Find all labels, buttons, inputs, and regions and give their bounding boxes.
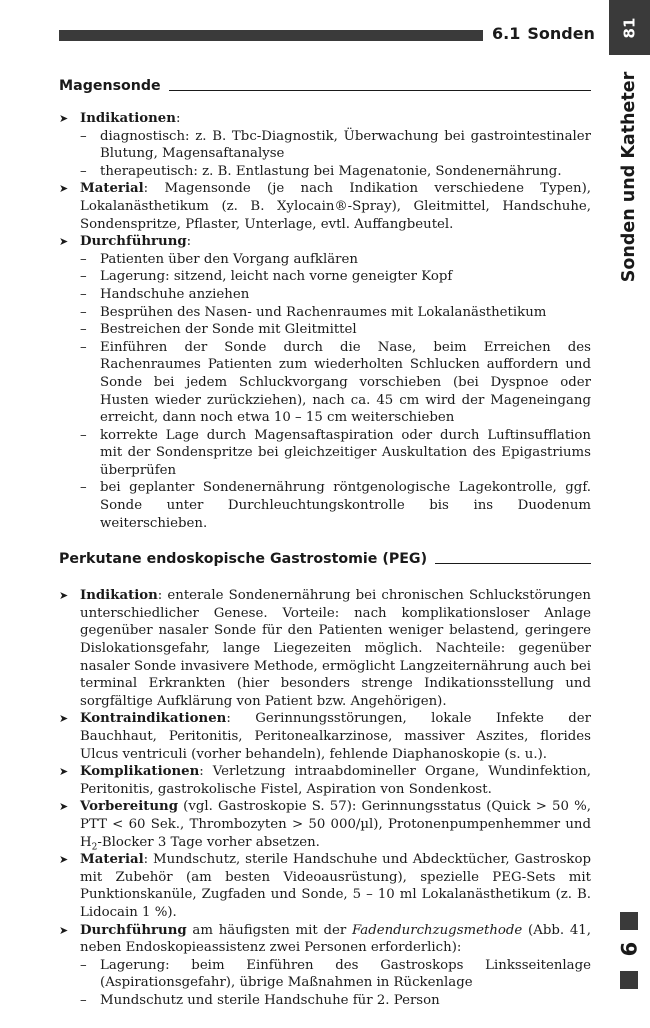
sub-item-text: bei geplanter Sondenernährung röntgenologische Lagekontrolle, ggf. Sonde unter Durchleuchtungskontrolle bis ins Duodenum weiterschieben.: [100, 480, 591, 531]
page-content: [59, 76, 591, 1010]
chapter-side-title: Sonden und Katheter: [619, 71, 639, 283]
dash-bullet-icon: –: [80, 322, 87, 338]
sub-item-text: Lagerung: beim Einführen des Gastroskops Linksseitenlage (Aspirationsgefahr), übrige Maßnahmen in Rückenlage: [100, 957, 591, 991]
sub-item: [59, 957, 591, 992]
item-label: Komplikationen: [80, 764, 200, 780]
header-bar: [59, 30, 483, 41]
item-text: : Verletzung intraabdomineller Organe, Wundinfektion, Peritonitis, gastrokolische Fistel, Aspiration von Sondenkost.: [80, 764, 591, 797]
chapter-marker-bottom: [620, 971, 638, 989]
arrow-bullet-icon: ➤: [59, 853, 69, 867]
page-number: 81: [620, 17, 639, 38]
arrow-bullet-icon: ➤: [59, 182, 69, 196]
chapter-side-tab: [610, 72, 648, 282]
dash-bullet-icon: –: [80, 251, 87, 267]
item-italic: Fadendurchzugsmethode: [351, 922, 523, 938]
sub-item-text: korrekte Lage durch Magensaftaspiration oder durch Luftinsufflation mit der Sondenspritze bei gleichzeitiger Auskultation des Epigastriums überprüfen: [100, 427, 591, 478]
sub-item: [59, 286, 591, 304]
dash-bullet-icon: –: [80, 957, 87, 973]
arrow-bullet-icon: ➤: [59, 112, 69, 125]
dash-bullet-icon: –: [80, 304, 87, 320]
item-text: :: [175, 111, 181, 126]
arrow-bullet-icon: ➤: [59, 712, 69, 726]
list-item-kontraindikationen: [59, 710, 591, 763]
heading-text: Magensonde: [59, 78, 161, 94]
item-label: Vorbereitung: [80, 799, 179, 815]
item-text-cont: -Blocker 3 Tage vorher absetzen.: [97, 834, 320, 850]
item-text: : enterale Sondenernährung bei chronischen Schluckstörungen unterschiedlicher Genese. Vorteile: nach komplikationsloser Anlage gegenüber nasaler Sonde für den Patienten weniger belastend, geringere Dislokationsgefahr, lange Liegezeiten möglich. Nachteile: gegenüber nasaler Sonde invasivere Methode, ermöglicht Langzeiternährung auch bei terminal Erkrankten (hier besonders strenge Indikationsstellung und sorgfältige Aufklärung von Patient bzw. Angehörigen).: [80, 588, 591, 709]
sub-item-text: therapeutisch: z. B. Entlastung bei Magenatonie, Sondenernährung.: [100, 163, 562, 179]
sub-item: [59, 304, 591, 322]
dash-bullet-icon: –: [80, 427, 87, 443]
peg-list: [59, 587, 591, 1009]
list-item-indikation: [59, 587, 591, 710]
dash-bullet-icon: –: [80, 286, 87, 302]
list-item-vorbereitung: [59, 798, 591, 851]
section-title: Sonden: [527, 24, 595, 43]
arrow-bullet-icon: ➤: [59, 765, 69, 779]
sub-item-text: Patienten über den Vorgang aufklären: [100, 251, 358, 267]
item-text: : Magensonde (je nach Indikation verschiedene Typen), Lokalanästhetikum (z. B. Xylocain®-Spray), Gleitmittel, Handschuhe, Sondenspritze, Pflaster, Unterlage, evtl. Auffangbeutel.: [80, 181, 591, 232]
sub-item-text: Mundschutz und sterile Handschuhe für 2. Person: [100, 992, 440, 1008]
arrow-bullet-icon: ➤: [59, 923, 69, 937]
chapter-number: 6: [617, 941, 641, 957]
list-item-material: [59, 180, 591, 233]
dash-bullet-icon: –: [80, 480, 87, 496]
item-label: Durchführung: [80, 922, 187, 938]
subscript: 2: [91, 842, 98, 853]
item-text: (vgl. Gastroskopie S. 57): Gerinnungsstatus (Quick > 50 %, PTT < 60 Sek., Thrombozyten > 50 000/µl), Protonenpumpenhemmer und H: [80, 799, 591, 850]
item-text: : Gerinnungsstörungen, lokale Infekte der Bauchhaut, Peritonitis, Peritonealkarzinose, massiver Aszites, florides Ulcus ventriculi (vorher behandeln), fehlende Diaphanoskopie (s. u.).: [80, 711, 591, 762]
sub-item-text: Einführen der Sonde durch die Nase, beim Erreichen des Rachenraumes Patienten zum wiederholten Schlucken auffordern und Sonde bei jedem Schluckvorgang vorschieben (bei Dyspnoe oder Husten wieder zurückziehen), nach ca. 45 cm wird der Mageneingang erreicht, dann noch etwa 10 – 15 cm weiterschieben: [100, 339, 591, 426]
sub-item: [59, 251, 591, 269]
item-text: : Mundschutz, sterile Handschuhe und Abdecktücher, Gastroskop mit Zubehör (am besten Videoausrüstung), spezielle PEG-Sets mit Punktionskanüle, Zugfaden und Sonde, 5 – 10 ml Lokalanästhetikum (z. B. Lidocain 1 %).: [80, 852, 591, 920]
item-text: am häufigsten mit der: [186, 922, 352, 938]
list-item-durchfuehrung: [59, 922, 591, 957]
list-item-indikationen: [59, 110, 591, 128]
heading-rule: [169, 90, 591, 91]
dash-bullet-icon: –: [80, 128, 87, 144]
sub-item-text: Bestreichen der Sonde mit Gleitmittel: [100, 322, 357, 338]
section-heading-peg: [59, 549, 591, 569]
item-text: :: [186, 234, 192, 250]
sub-item: [59, 427, 591, 480]
arrow-bullet-icon: ➤: [59, 800, 69, 814]
list-item-komplikationen: [59, 763, 591, 798]
magensonde-list: [59, 110, 591, 532]
sub-item-text: Lagerung: sitzend, leicht nach vorne geneigter Kopf: [100, 269, 453, 285]
chapter-number-wrap: [612, 934, 646, 964]
item-label: Indikationen: [80, 111, 176, 126]
arrow-bullet-icon: ➤: [59, 235, 69, 249]
sub-item: [59, 339, 591, 427]
sub-item: [59, 479, 591, 532]
section-number: 6.1: [492, 24, 521, 43]
list-item-durchfuehrung: [59, 233, 591, 251]
chapter-marker-top: [620, 912, 638, 930]
arrow-bullet-icon: ➤: [59, 589, 69, 603]
sub-item-text: Besprühen des Nasen- und Rachenraumes mit Lokalanästhetikum: [100, 304, 547, 320]
item-label: Durchführung: [80, 234, 187, 250]
heading-rule: [435, 563, 591, 564]
sub-item: [59, 268, 591, 286]
item-label: Material: [80, 181, 144, 197]
sub-item: [59, 128, 591, 163]
running-header: [492, 24, 595, 43]
item-label: Kontraindikationen: [80, 711, 227, 727]
item-text-cont: (Abb. 41, neben Endoskopieassistenz zwei Personen erforderlich):: [80, 922, 591, 956]
sub-item-text: diagnostisch: z. B. Tbc-Diagnostik, Überwachung bei gastrointestinaler Blutung, Magensaftanalyse: [100, 128, 591, 162]
dash-bullet-icon: –: [80, 163, 87, 179]
dash-bullet-icon: –: [80, 269, 87, 285]
sub-item-text: Handschuhe anziehen: [100, 286, 250, 302]
heading-text: Perkutane endoskopische Gastrostomie (PEG): [59, 551, 428, 568]
page-number-wrap: [609, 0, 650, 55]
item-label: Material: [80, 852, 144, 868]
sub-item: [59, 321, 591, 339]
section-heading-magensonde: [59, 76, 591, 96]
sub-item: [59, 163, 591, 181]
sub-item: [59, 992, 591, 1010]
item-label: Indikation: [80, 588, 158, 604]
list-item-material: [59, 851, 591, 921]
dash-bullet-icon: –: [80, 339, 87, 355]
dash-bullet-icon: –: [80, 992, 87, 1008]
